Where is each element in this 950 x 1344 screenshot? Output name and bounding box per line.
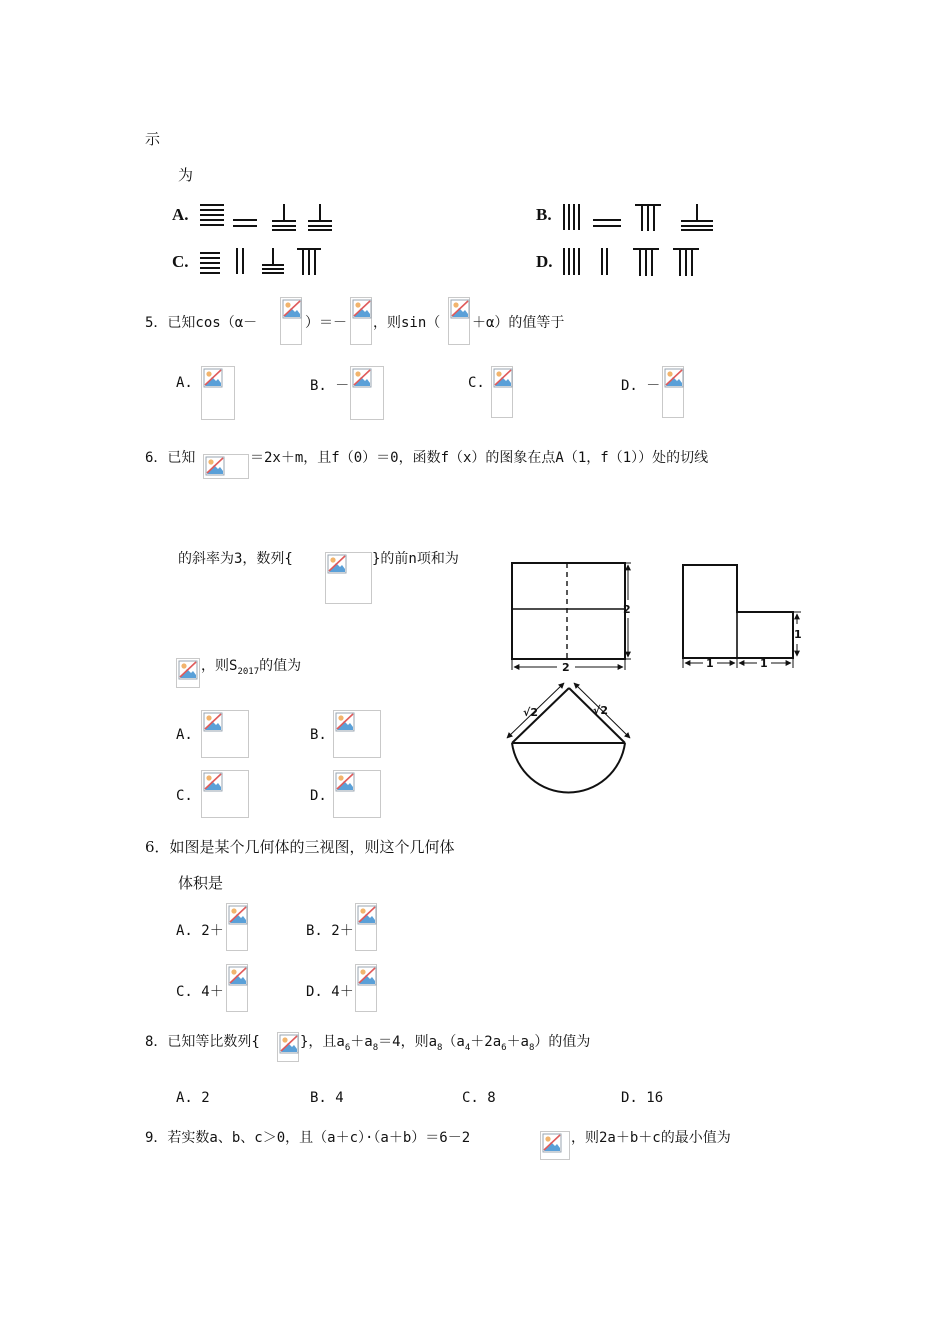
q6b-option-d-label: D. 4＋ [306,984,354,1000]
q9-stem-a: 9．若实数a、b、c＞0，且（a＋c）·（a＋b）＝6－2 [145,1130,471,1146]
q9-image-1 [540,1131,570,1160]
q8-sub-6: 6 [344,1042,351,1053]
q8-sub-6b: 6 [501,1042,507,1053]
q6a-option-a-image [201,710,249,758]
q4-option-d-rods [563,248,723,278]
q6a-image-2 [325,552,372,604]
broken-image-icon [327,554,347,574]
intro-fragment: 示 [145,130,161,148]
q5-image-3 [448,297,470,345]
dim-sqrt2-left: √2 [523,706,538,719]
broken-image-icon [282,299,302,319]
dim-1-vertical: 1 [794,628,802,641]
q6b-option-b-label: B. 2＋ [306,923,354,939]
broken-image-icon [228,905,248,925]
broken-image-icon [335,712,355,732]
dim-2-horizontal: 2 [562,661,570,674]
q4-stem-end: 为 [178,166,194,184]
broken-image-icon [178,660,198,680]
q5-stem-a: 5．已知cos（α－ [145,315,258,331]
side-view [683,565,801,668]
broken-image-icon [357,905,377,925]
q5-option-a-image [201,366,235,420]
q5-option-d-image [662,366,684,418]
q8-stem-b: }，且a [300,1034,345,1050]
broken-image-icon [542,1133,562,1153]
q6b-option-b-image [355,903,377,951]
q8-option-d: D. 16 [621,1090,664,1106]
q6a-image-1 [203,454,249,479]
q6a-option-c-image [201,770,249,818]
broken-image-icon [357,966,377,986]
q6a-stem-e-row [201,655,301,677]
q6b-option-c-image [226,964,248,1012]
broken-image-icon [205,456,225,476]
q5-stem-d: ＋α）的值等于 [472,315,565,331]
q8-sub-4: 4 [464,1042,471,1053]
q5-stem-c: ，则sin（ [373,315,441,331]
q4-option-c-letter: C. [172,252,189,271]
q4-option-d-letter: D. [536,252,553,271]
broken-image-icon [493,368,513,388]
dim-sqrt2-right: √2 [593,704,608,717]
q8-stem-c: ＋a [350,1034,373,1050]
q4-option-b-letter: B. [536,205,552,224]
q8-option-a: A. 2 [176,1090,210,1106]
broken-image-icon [335,772,355,792]
broken-image-icon [450,299,470,319]
q5-option-c-label: C. [468,375,485,391]
q6a-option-b-image [333,710,381,758]
q5-option-a-label: A. [176,375,193,391]
q8-sub-8: 8 [372,1042,379,1053]
q6b-option-a-label: A. 2＋ [176,923,224,939]
q5-option-b-image [350,366,384,420]
q6a-option-d-label: D. [310,788,327,804]
q4-option-b-rods [563,204,723,234]
q6a-image-3 [176,658,200,688]
q9-stem-b: ，则2a＋b＋c的最小值为 [571,1130,731,1146]
q6a-stem-d: }的前n项和为 [372,551,459,567]
three-view-figure [495,550,815,815]
dim-1-left: 1 [706,657,714,670]
q8-stem-e: （a [442,1034,465,1050]
q6a-option-c-label: C. [176,788,193,804]
broken-image-icon [203,712,223,732]
q8-stem-h: ）的值为 [534,1034,591,1050]
q6a-stem-b: ＝2x＋m，且f（0）＝0，函数f（x）的图象在点A（1，f（1））处的切线 [250,450,709,466]
q6b-option-c-label: C. 4＋ [176,984,224,1000]
q8-stem-rest [300,1031,590,1053]
q6a-stem-a: 6．已知 [145,450,196,466]
q6b-stem-a: 6．如图是某个几何体的三视图，则这个几何体 [145,838,455,856]
q5-option-d-label: D. － [621,378,661,394]
dim-1-right: 1 [760,657,768,670]
q6a-stem-c: 的斜率为3，数列{ [178,551,293,567]
dim-2-vertical: 2 [623,603,631,616]
front-view [512,563,631,670]
q5-option-c-image [491,366,513,418]
broken-image-icon [279,1034,299,1054]
q6a-option-d-image [333,770,381,818]
broken-image-icon [664,368,684,388]
q6b-stem-b: 体积是 [178,874,224,892]
q6a-stem-e: ，则S [201,658,238,674]
top-view [507,683,630,792]
q6a-option-a-label: A. [176,727,193,743]
q8-image-1 [277,1032,299,1062]
q8-stem-f: ＋2a [470,1034,502,1050]
broken-image-icon [352,299,372,319]
broken-image-icon [203,368,223,388]
q8-option-b: B. 4 [310,1090,344,1106]
q6a-subscript: 2017 [237,666,260,677]
q6b-option-a-image [226,903,248,951]
broken-image-icon [203,772,223,792]
q6a-option-b-label: B. [310,727,327,743]
broken-image-icon [228,966,248,986]
q5-image-1 [280,297,302,345]
q4-option-c-rods [200,248,340,278]
q8-sub-8c: 8 [529,1042,535,1053]
q6a-stem-f: 的值为 [259,658,302,674]
q8-sub-8b: 8 [437,1042,443,1053]
q5-stem-b: ）＝－ [305,315,347,331]
q6b-option-d-image [355,964,377,1012]
q8-stem-d: ＝4，则a [378,1034,437,1050]
q4-option-a-letter: A. [172,205,189,224]
q8-option-c: C. 8 [462,1090,496,1106]
q5-image-2 [350,297,372,345]
q8-stem-a: 8．已知等比数列{ [145,1034,260,1050]
q4-option-a-rods [200,204,340,234]
broken-image-icon [352,368,372,388]
q8-stem-g: ＋a [506,1034,529,1050]
q5-option-b-label: B. － [310,378,350,394]
